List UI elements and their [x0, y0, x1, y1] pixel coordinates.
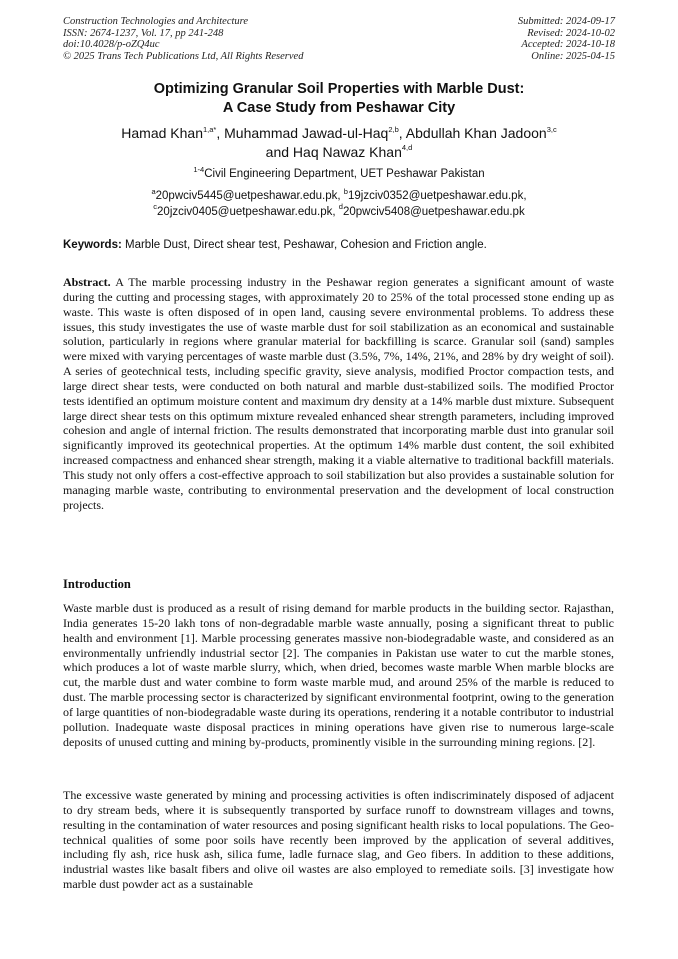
keywords-label: Keywords:	[63, 239, 122, 251]
journal-name: Construction Technologies and Architecture	[63, 16, 249, 27]
journal-info	[63, 16, 303, 62]
submission-dates	[518, 16, 615, 62]
affiliation-mark: 1-4	[193, 164, 205, 174]
introduction-paragraph-2: The excessive waste generated by mining and processing activities is often indiscriminately disposed of adjacent to dry stream beds, where it is subsequently transported by surface runoff to downstream villages and towns, resulting in the contamination of water resources and posing significant health risks to local populations. The Geo-technical qualities of some poor soils have recently been improved by the application of several additives, including fly ash, rice husk ash, silica fume, ladle furnace slag, and Geo fibers. In addition to these additions, industrial wastes like basalt fibers and olive oil wastes are also employed to remediate soils. [3] investigate how marble dust powder act as a sustainable	[63, 788, 614, 892]
affiliation	[0, 164, 678, 181]
doi-line: doi:10.4028/p-oZQ4uc	[63, 39, 160, 50]
author-list	[40, 124, 638, 161]
submitted-date: Submitted: 2024-09-17	[517, 16, 615, 27]
keywords-text: Marble Dust, Direct shear test, Peshawar, Cohesion and Friction angle.	[125, 239, 487, 251]
accepted-date: Accepted: 2024-10-18	[521, 39, 615, 50]
author-name: Haq Nawaz Khan	[292, 143, 402, 160]
email-link[interactable]: 20pwciv5408@uetpeshawar.edu.pk	[342, 205, 525, 218]
issn-line: ISSN: 2674-1237, Vol. 17, pp 241-248	[63, 27, 224, 39]
email-mark: c	[153, 202, 158, 212]
email-mark: a	[151, 186, 156, 196]
author-name: Hamad Khan	[121, 125, 203, 141]
keywords	[63, 238, 487, 252]
author-affil-mark: 1,a*	[203, 124, 217, 134]
email-mark: b	[343, 186, 348, 196]
introduction-paragraph-1: Waste marble dust is produced as a result of rising demand for marble products in the building sector. Rajasthan, India generates 15-20 lakh tons of non-degradable marble waste annually, posing a significant threat to public health and environment [1]. Marble processing generates massive non-biodegradable waste, and considered as an environmentally unfriendly industrial sector [2]. The companies in Pakistan use water to cut the marble stones, which produces a lot of waste marble slurry, which, when dried, becomes waste marble When marble blocks are cut, the marble dust and water combine to form waste marble mud, and around 25% of the marble is reduced to dust. The marble processing sector is characterized by significant environmental footprint, owing to the generation of large quantities of non-biodegradable waste during its operations, rendering it a notable contributor to industrial pollution. Inadequate waste disposal practices in mining operations have given rise to numerous large-scale deposits of unused cutting and mining by-products, prominently visible in the surrounding mining regions. [2].	[63, 601, 614, 749]
author-name: Muhammad Jawad-ul-Haq	[224, 125, 389, 141]
email-link[interactable]: 20pwciv5445@uetpeshawar.edu.pk,	[155, 190, 341, 202]
abstract-text: A The marble processing industry in the Peshawar region generates a significant amount of waste during the cutting and processing stages, with approximately 20 to 25% of the total processed stone ending up as waste. This waste is often disposed of in open land, causing severe environmental problems. To address these issues, this study investigates the use of waste marble dust for soil stabilization as an economical and sustainable solution, particularly in regions where granular material for backfilling is scarce. Granular soil (sand) samples were mixed with varying percentages of waste marble dust (3.5%, 7%, 14%, 21%, and 28% by dry weight of soil). A series of geotechnical tests, including specific gravity, sieve analysis, modified Proctor compaction tests, and large direct shear tests, were conducted on both natural and marble dust-stabilized soils. The modified Proctor tests identified an optimum moisture content and maximum dry density at a 14% marble dust mixture. Subsequent large direct shear tests on this optimum mixture revealed enhanced shear strength parameters, including improved cohesion and angle of internal friction. The results demonstrated that incorporating marble dust into granular soil significantly improved its geotechnical properties. At the optimum 14% marble dust content, the soil exhibited increased compactness and enhanced shear strength, making it a viable alternative to traditional backfill materials. This study not only offers a cost-effective approach to soil stabilization but also provides a sustainable solution for managing marble waste, contributing to environmental preservation and the development of local construction projects.	[63, 275, 614, 512]
paper-title	[0, 80, 678, 117]
author-name: Abdullah Khan Jadoon	[405, 125, 547, 141]
revised-date: Revised: 2024-10-02	[527, 27, 615, 39]
author-line-2	[40, 143, 638, 162]
author-line-1: Hamad Khan$^{1,a*}$, Muhammad Jawad-ul-Haq$^{2,b}$, Abdullah Khan Jadoon$^{3,c}$	[121, 124, 557, 141]
author-emails	[0, 186, 678, 220]
author-affil-mark: 3,c	[546, 124, 557, 134]
email-mark: d	[338, 202, 343, 212]
copyright-line: © 2025 Trans Tech Publications Ltd, All Rights Reserved	[63, 50, 304, 62]
email-link[interactable]: 19jzciv0352@uetpeshawar.edu.pk,	[347, 190, 527, 202]
abstract	[63, 275, 614, 513]
title-line-1: Optimizing Granular Soil Properties with Marble Dust:	[153, 81, 525, 97]
author-affil-mark: 2,b	[388, 124, 399, 134]
author-affil-mark: 4,d	[401, 143, 413, 153]
online-date: Online: 2025-04-15	[531, 50, 615, 62]
introduction-heading: Introduction	[63, 577, 131, 591]
abstract-label: Abstract.	[63, 275, 111, 289]
email-line-2	[0, 202, 678, 221]
affiliation-text: Civil Engineering Department, UET Peshawar Pakistan	[204, 168, 485, 180]
title-line-2: A Case Study from Peshawar City	[222, 99, 456, 116]
email-link[interactable]: 20jzciv0405@uetpeshawar.edu.pk,	[157, 205, 336, 218]
and-connector: and	[265, 143, 290, 160]
